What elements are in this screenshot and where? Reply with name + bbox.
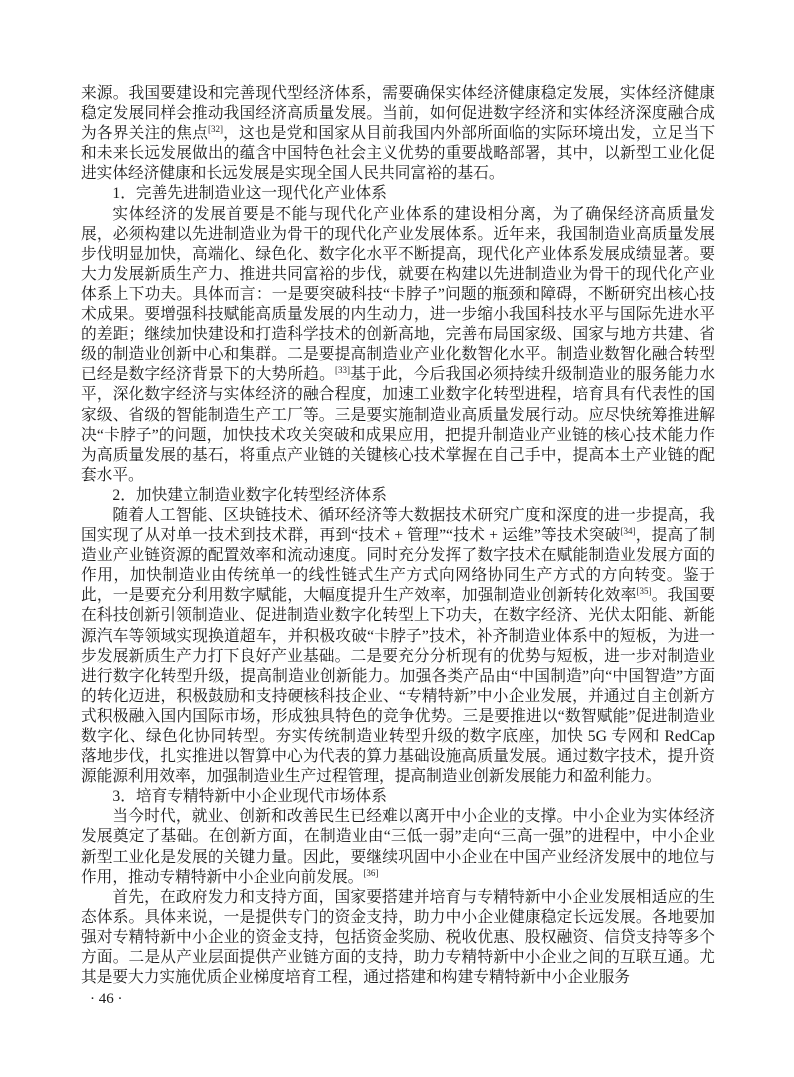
section-2-paragraph: 随着人工智能、区块链技术、循环经济等大数据技术研究广度和深度的进一步提高，我国实现了从对单一技术到技术群，再到“技术 + 管理”“技术 + 运维”等技术突破[34]，提高了制造业产业链资源的配置效率和流动速度。同时充分发挥了数字技术在赋能制造业发展方面的作用，加快制造业由传统单一的线性链式生产方式向网络协同生产方式的方向转变。鉴于此，一是要充分利用数字赋能，大幅度提升生产效率，加强制造业创新转化效率[35]。我国要在科技创新引领制造业、促进制造业数字化转型上下功夫，在数字经济、光伏太阳能、新能源汽车等领域实现换道超车，并积极攻破“卡脖子”技术，补齐制造业体系中的短板，为进一步发展新质生产力打下良好产业基础。二是要充分分析现有的优势与短板，进一步对制造业进行数字化转型升级，提高制造业创新能力。加强各类产品由“中国制造”向“中国智造”方面的转化迈进，积极鼓励和支持硬核科技企业、“专精特新”中小企业发展，并通过自主创新方式积极融入国内国际市场，形成独具特色的竞争优势。三是要推进以“数智赋能”促进制造业数字化、绿色化协同转型。夯实传统制造业转型升级的数字底座，加快 5G 专网和 RedCap 落地步伐，扎实推进以智算中心为代表的算力基础设施高质量发展。通过数字技术，提升资源能源利用效率，加强制造业生产过程管理，提高制造业创新发展能力和盈利能力。 [81, 506, 716, 786]
section-1-heading: 1．完善先进制造业这一现代化产业体系 [112, 185, 387, 203]
citation-ref: [34] [620, 525, 636, 536]
paragraph-continuation: 来源。我国要建设和完善现代型经济体系，需要确保实体经济健康稳定发展，实体经济健康稳定发展同样会推动我国经济高质量发展。当前，如何促进数字经济和实体经济深度融合成为各界关注的焦点[32]，这也是党和国家从目前我国内外部所面临的实际环境出发，立足当下和未来长远发展做出的蕴含中国特色社会主义优势的重要战略部署，其中，以新型工业化促进实体经济健康和长远发展是实现全国人民共同富裕的基石。 [81, 85, 716, 183]
citation-ref: [33] [334, 365, 350, 376]
page-number: · 46 · [90, 991, 123, 1008]
section-2-heading: 2．加快建立制造业数字化转型经济体系 [112, 486, 387, 504]
section-3-heading: 3．培育专精特新中小企业现代市场体系 [112, 788, 387, 806]
citation-ref: [35] [636, 586, 652, 597]
section-3-paragraph-2: 首先，在政府发力和支持方面，国家要搭建并培育与专精特新中小企业发展相适应的生态体系。具体来说，一是提供专门的资金支持，助力中小企业健康稳定长远发展。各地要加强对专精特新中小企业的资金支持，包括资金奖励、税收优惠、股权融资、信贷支持等多个方面。二是从产业层面提供产业链方面的支持，助力专精特新中小企业之间的互联互通。尤其是要大力实施优质企业梯度培育工程，通过搭建和构建专精特新中小企业服务 [81, 888, 715, 987]
section-1-paragraph: 实体经济的发展首要是不能与现代化产业体系的建设相分离，为了确保经济高质量发展，必须构建以先进制造业为骨干的现代化产业发展体系。近年来，我国制造业高质量发展步伐明显加快，高端化、绿色化、数字化水平不断提高，现代化产业体系发展成绩显著。要大力发展新质生产力、推进共同富裕的步伐，就要在构建以先进制造业为骨干的现代化产业体系上下功夫。具体而言：一是要突破科技“卡脖子”问题的瓶颈和障碍，不断研究出核心技术成果。要增强科技赋能高质量发展的内生动力，进一步缩小我国科技水平与国际先进水平的差距；继续加快建设和打造科学技术的创新高地，完善布局国家级、国家与地方共建、省级的制造业创新中心和集群。二是要提高制造业产业化数智化水平。制造业数智化融合转型已经是数字经济背景下的大势所趋。[33]基于此，今后我国必须持续升级制造业的服务能力水平，深化数字经济与实体经济的融合程度，加速工业数字化转型进程，培育具有代表性的国家级、省级的智能制造生产工厂等。三是要实施制造业高质量发展行动。应尽快统筹推进解决“卡脖子”的问题，加快技术攻关突破和成果应用，把提升制造业产业链的核心技术能力作为高质量发展的基石，将重点产业链的关键核心技术掌握在自己手中，提高本土产业链的配套水平。 [81, 205, 716, 484]
citation-ref: [32] [207, 123, 223, 134]
section-3-paragraph-1: 当今时代，就业、创新和改善民生已经难以离开中小企业的支撑。中小企业为实体经济发展奠定了基础。在创新方面，在制造业由“三低一弱”走向“三高一强”的进程中，中小企业新型工业化是发展的关键力量。因此，要继续巩固中小企业在中国产业经济发展中的地位与作用，推动专精特新中小企业向前发展。[36] [81, 808, 715, 886]
document-page [81, 84, 715, 1009]
citation-ref: [36] [363, 867, 379, 878]
